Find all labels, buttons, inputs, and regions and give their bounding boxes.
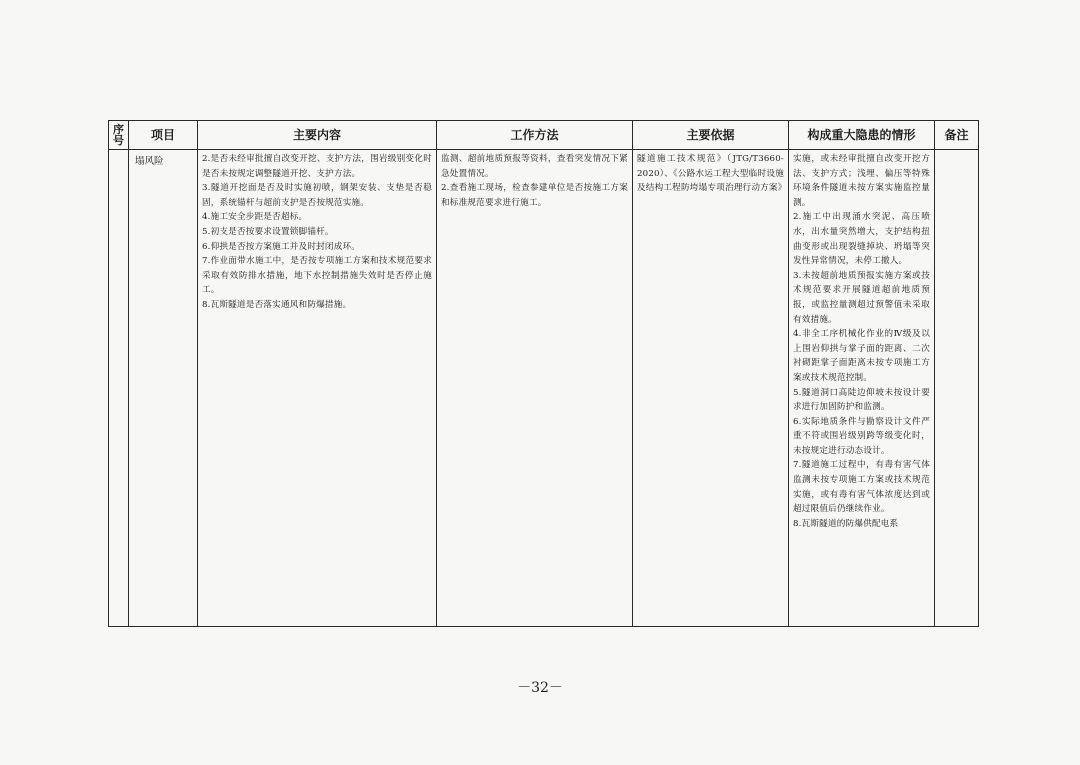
hazard-line: 2.施工中出现涌水突泥、高压喷水，出水量突然增大，支护结构扭曲变形或出现裂缝掉块、坍塌等突发性异常情况，未停工撤人。 [793, 212, 930, 267]
content-line: 3.隧道开挖面是否及时实施初喷，钢架安装、支垫是否稳固，系统锚杆与超前支护是否按规范实施。 [202, 183, 432, 208]
hazard-line: 实施，或未经审批擅自改变开挖方法、支护方式；浅埋、偏压等特殊环境条件隧道未按方案实施监控量测。 [793, 154, 930, 208]
page-number: －32－ [517, 680, 563, 696]
header-remark: 备注 [935, 121, 979, 150]
basis-text: 隧道施工技术规范》（JTG/T3660-2020）、《公路水运工程大型临时设施及结构工程防垮塌专项治理行动方案》 [637, 154, 787, 194]
content-line: 8.瓦斯隧道是否落实通风和防爆措施。 [202, 299, 352, 310]
cell-remark [935, 150, 979, 627]
hazard-table [108, 120, 979, 627]
hazard-line: 5.隧道洞口高陡边仰坡未按设计要求进行加固防护和监测。 [793, 387, 930, 413]
content-line: 6.仰拱是否按方案施工并及时封闭成环。 [202, 241, 361, 252]
table-header-row [109, 121, 979, 150]
header-method: 工作方法 [437, 121, 633, 150]
content-line: 4.施工安全步距是否超标。 [202, 212, 308, 223]
header-basis: 主要依据 [633, 121, 789, 150]
hazard-line: 8.瓦斯隧道的防爆供配电系 [793, 518, 899, 529]
cell-item [129, 150, 198, 627]
header-hazard: 构成重大隐患的情形 [789, 121, 935, 150]
content-line: 2.是否未经审批擅自改变开挖、支护方法，围岩级别变化时是否未按规定调整隧道开挖、支护方法。 [202, 154, 432, 179]
content-line: 5.初支是否按要求设置锁脚锚杆。 [202, 226, 334, 237]
header-item: 项目 [129, 121, 198, 150]
hazard-line: 6.实际地质条件与勘察设计文件严重不符或围岩级别跨等级变化时，未按规定进行动态设计。 [793, 416, 930, 456]
method-line: 监测、超前地质预报等资料，查看突发情况下紧急处置情况。 [441, 154, 628, 179]
header-seq: 序号 [109, 121, 129, 150]
hazard-line: 4.非全工序机械化作业的Ⅳ级及以上围岩仰拱与掌子面的距离、二次衬砌距掌子面距离未按专项施工方案或技术规范控制。 [793, 329, 930, 383]
cell-basis [633, 150, 789, 627]
content-line: 7.作业面带水施工中，是否按专项施工方案和技术规范要求采取有效防排水措施，地下水控制措施失效时是否停止施工。 [202, 256, 432, 296]
cell-hazard [789, 150, 935, 627]
hazard-line: 3.未按超前地质预报实施方案或技术规范要求开展隧道超前地质预报，或监控量测超过预警值未采取有效措施。 [793, 270, 930, 325]
header-content: 主要内容 [198, 121, 437, 150]
cell-method [437, 150, 633, 627]
item-label: 塌风险 [135, 156, 164, 167]
method-line: 2.查看施工现场，检查参建单位是否按施工方案和标准规范要求进行施工。 [441, 183, 628, 208]
table-row [109, 150, 979, 627]
cell-content [198, 150, 437, 627]
cell-seq [109, 150, 129, 627]
hazard-line: 7.隧道施工过程中，有毒有害气体监测未按专项施工方案或技术规范实施，或有毒有害气体浓度达到或超过限值后仍继续作业。 [793, 460, 930, 515]
